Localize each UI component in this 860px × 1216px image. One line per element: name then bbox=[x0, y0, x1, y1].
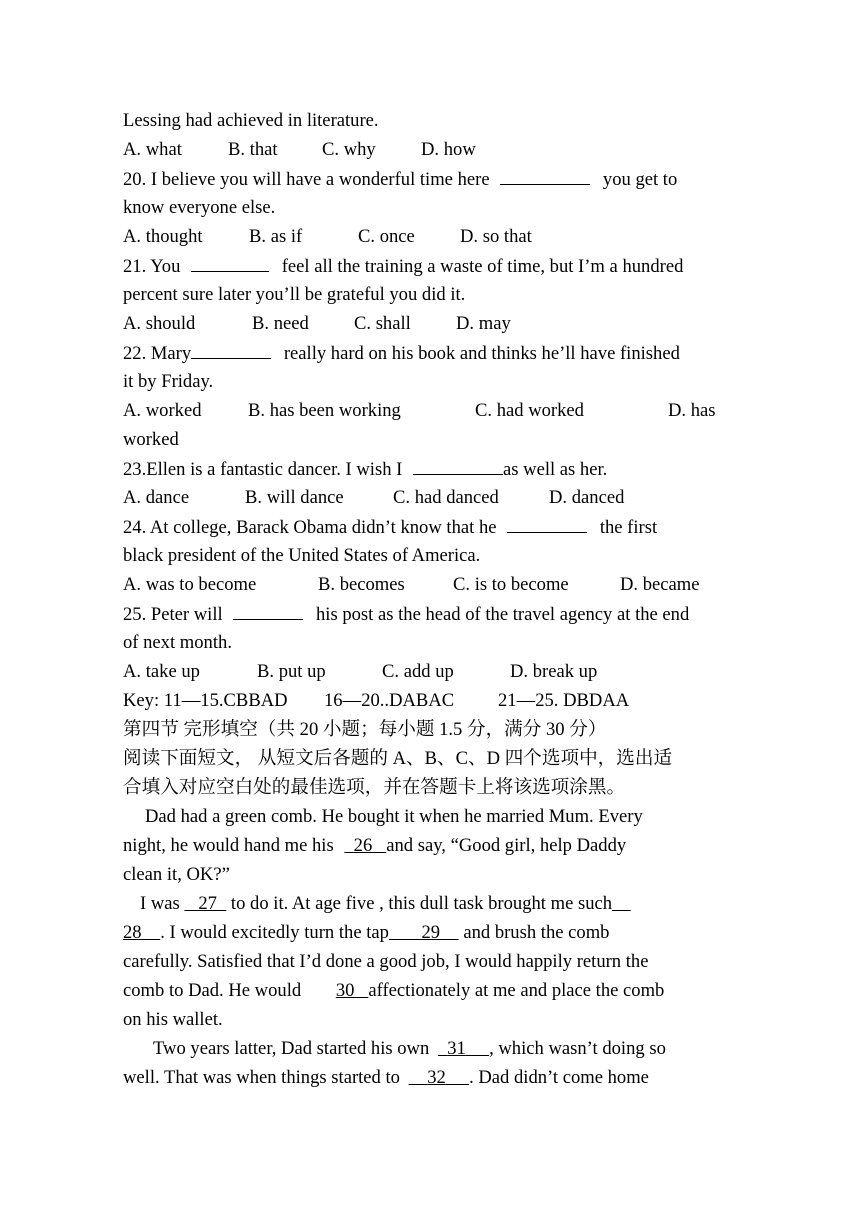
answer-blank bbox=[500, 164, 590, 185]
option: C. is to become bbox=[453, 574, 569, 595]
option: A. take up bbox=[123, 661, 200, 682]
answer-key-part: 16—20..DABAC bbox=[324, 690, 455, 711]
option: B. will dance bbox=[245, 487, 344, 508]
passage-line bbox=[123, 1063, 738, 1092]
question-text: you get to bbox=[602, 169, 678, 190]
option: D. has bbox=[668, 400, 716, 421]
q20-options bbox=[123, 222, 738, 251]
passage-line: clean it, OK?” bbox=[123, 864, 230, 885]
question-21 bbox=[123, 251, 738, 280]
passage-line: on his wallet. bbox=[123, 1009, 223, 1030]
option: B. put up bbox=[257, 661, 326, 682]
option: D. became bbox=[620, 574, 700, 595]
passage-text: comb to Dad. He would bbox=[123, 980, 302, 1001]
blank-28-start bbox=[612, 893, 631, 914]
option: A. was to become bbox=[123, 574, 257, 595]
option: B. becomes bbox=[318, 574, 405, 595]
option: D. so that bbox=[460, 226, 532, 247]
q24-options bbox=[123, 570, 738, 599]
q19-tail: Lessing had achieved in literature. bbox=[123, 110, 379, 131]
blank-29: 29 bbox=[421, 922, 441, 943]
passage-text: to do it. At age five , this dull task brought me such bbox=[230, 893, 613, 914]
question-22 bbox=[123, 338, 738, 367]
question-24 bbox=[123, 512, 738, 541]
passage-text: . I would excitedly turn the tap bbox=[160, 922, 389, 943]
passage-text: . Dad didn’t come home bbox=[469, 1067, 649, 1088]
passage-line: carefully. Satisfied that I’d done a good job, I would happily return the bbox=[123, 951, 649, 972]
question-text: feel all the training a waste of time, but I’m a hundred bbox=[281, 256, 684, 277]
q25-options bbox=[123, 657, 738, 686]
question-22-cont: it by Friday. bbox=[123, 371, 214, 392]
option: C. once bbox=[358, 226, 415, 247]
q23-options bbox=[123, 483, 738, 512]
passage-text: well. That was when things started to bbox=[123, 1067, 400, 1088]
answer-blank bbox=[413, 454, 503, 475]
option: B. need bbox=[252, 313, 309, 334]
question-20-cont: know everyone else. bbox=[123, 197, 276, 218]
option: D. may bbox=[456, 313, 511, 334]
question-text: 22. Mary bbox=[123, 343, 192, 364]
passage-line bbox=[123, 831, 738, 860]
option: D. how bbox=[421, 139, 476, 160]
option: A. should bbox=[123, 313, 196, 334]
answer-blank bbox=[191, 251, 269, 272]
passage-line bbox=[123, 1034, 738, 1063]
question-text: his post as the head of the travel agency at the end bbox=[315, 604, 690, 625]
blank-26: 26 bbox=[353, 835, 373, 856]
passage-text: Two years latter, Dad started his own bbox=[153, 1038, 430, 1059]
answer-blank bbox=[191, 338, 271, 359]
answer-blank bbox=[233, 599, 303, 620]
blank-32: 32 bbox=[427, 1067, 446, 1088]
answer-blank bbox=[507, 512, 587, 533]
passage-text: night, he would hand me his bbox=[123, 835, 334, 856]
passage-text: affectionately at me and place the comb bbox=[368, 980, 665, 1001]
answer-key bbox=[123, 686, 738, 715]
instructions-line: 阅读下面短文， 从短文后各题的 A、B、C、D 四个选项中，选出适 bbox=[123, 748, 673, 769]
passage-line: Dad had a green comb. He bought it when he married Mum. Every bbox=[145, 806, 643, 827]
question-text: 25. Peter will bbox=[123, 604, 223, 625]
question-25-cont: of next month. bbox=[123, 632, 232, 653]
question-23 bbox=[123, 454, 738, 483]
option: B. as if bbox=[249, 226, 303, 247]
option: B. that bbox=[228, 139, 278, 160]
option: D. danced bbox=[549, 487, 625, 508]
q22-options bbox=[123, 396, 738, 425]
section-title: 第四节 完形填空（共 20 小题；每小题 1.5 分，满分 30 分） bbox=[123, 719, 607, 740]
question-text: 20. I believe you will have a wonderful time here bbox=[123, 169, 490, 190]
passage-line bbox=[123, 976, 738, 1005]
passage-text: and brush the comb bbox=[463, 922, 610, 943]
question-25 bbox=[123, 599, 738, 628]
question-text: really hard on his book and thinks he’ll have finished bbox=[283, 343, 680, 364]
option: D. break up bbox=[510, 661, 598, 682]
passage-text: , which wasn’t doing so bbox=[489, 1038, 666, 1059]
question-text: the first bbox=[599, 517, 658, 538]
instructions-line: 合填入对应空白处的最佳选项，并在答题卡上将该选项涂黑。 bbox=[123, 777, 626, 798]
option: C. why bbox=[322, 139, 376, 160]
blank-30: 30 bbox=[335, 980, 355, 1001]
answer-key-part: 21—25. DBDAA bbox=[498, 690, 630, 711]
blank-27: 27 bbox=[198, 893, 217, 914]
document-page bbox=[123, 106, 738, 1092]
option: A. worked bbox=[123, 400, 202, 421]
option: C. add up bbox=[382, 661, 454, 682]
q22-options-wrap: worked bbox=[123, 429, 179, 450]
passage-line bbox=[123, 918, 738, 947]
question-21-cont: percent sure later you’ll be grateful you did it. bbox=[123, 284, 466, 305]
blank-31: 31 bbox=[447, 1038, 466, 1059]
question-text: 23.Ellen is a fantastic dancer. I wish I bbox=[123, 459, 403, 480]
option: B. has been working bbox=[248, 400, 401, 421]
question-20 bbox=[123, 164, 738, 193]
option: C. shall bbox=[354, 313, 411, 334]
q19-options bbox=[123, 135, 738, 164]
question-text: 21. You bbox=[123, 256, 181, 277]
passage-line bbox=[123, 889, 738, 918]
option: C. had danced bbox=[393, 487, 499, 508]
question-text: as well as her. bbox=[503, 459, 608, 480]
blank-28: 28 bbox=[123, 922, 142, 943]
answer-key-part: Key: 11—15.CBBAD bbox=[123, 690, 288, 711]
passage-text: I was bbox=[140, 893, 180, 914]
option: C. had worked bbox=[475, 400, 584, 421]
option: A. thought bbox=[123, 226, 203, 247]
question-text: 24. At college, Barack Obama didn’t know that he bbox=[123, 517, 497, 538]
passage-text: and say, “Good girl, help Daddy bbox=[386, 835, 627, 856]
option: A. what bbox=[123, 139, 182, 160]
option: A. dance bbox=[123, 487, 190, 508]
q21-options bbox=[123, 309, 738, 338]
question-24-cont: black president of the United States of America. bbox=[123, 545, 481, 566]
